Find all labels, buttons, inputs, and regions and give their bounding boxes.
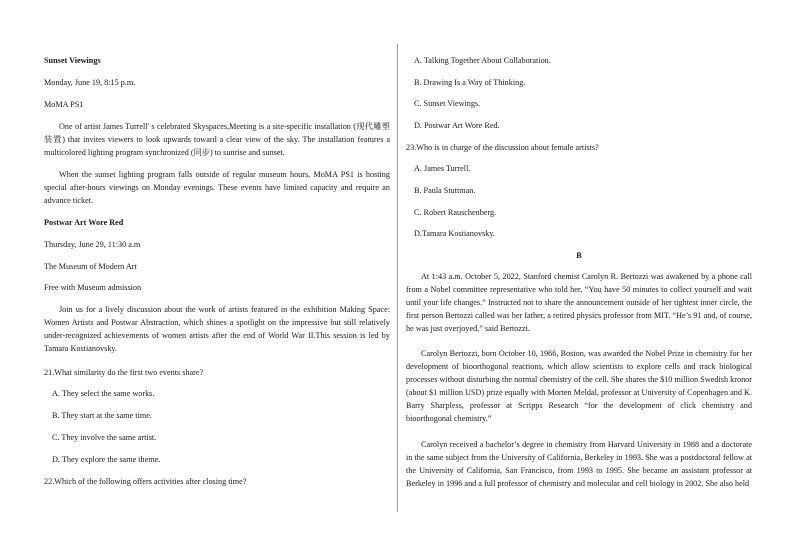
event2-title: Postwar Art Wore Red bbox=[44, 218, 124, 227]
event1-datetime: Monday, June 19, 8:15 p.m. bbox=[44, 78, 136, 87]
q22-option-c: C. Sunset Viewings. bbox=[414, 99, 481, 108]
q23-option-c: C. Robert Rauschenberg. bbox=[414, 208, 497, 217]
event2-datetime: Thursday, June 29, 11:30 a.m bbox=[44, 240, 141, 249]
section-b-paragraph-1: At 1:43 a.m. October 5, 2022, Stanford chemist Carolyn R. Bertozzi was awakened by a phone call from a Nobel committee representative who told her, “You have 50 minutes to collect yourself and wait until your life changes.” Instructed not to share the announcement outside of her tightest inner circle, the first person Bertozzi called was her father, a retired physics professor from MIT. “He’s 91 and, of course, he was just overjoyed,” said Bertozzi. bbox=[406, 272, 752, 333]
q23-option-b: B. Paula Stuttman. bbox=[414, 186, 476, 195]
section-b-heading: B bbox=[576, 251, 582, 260]
event2-admission: Free with Museum admission bbox=[44, 283, 142, 292]
q21-question: 21.What similarity do the first two events share? bbox=[44, 368, 204, 377]
q22-option-b: B. Drawing Is a Way of Thinking. bbox=[414, 78, 526, 87]
q23-option-d: D.Tamara Kostianovsky. bbox=[414, 229, 495, 238]
event1-description: One of artist James Turrell' s celebrated Skyspaces,Meeting is a site-specific installation (现代雕塑装置) that invites viewers to look upwards toward a clear view of the sky. The installation features a multicolored lighting program synchronized (同步) to sunrise and sunset. bbox=[44, 122, 390, 157]
column-divider bbox=[397, 44, 398, 512]
event1-schedule-note: When the sunset lighting program falls outside of regular museum hours, MoMA PS1 is hosting special after-hours viewings on Monday evenings. These events have limited capacity and require an advance ticket. bbox=[44, 170, 390, 205]
event2-description: Join us for a lively discussion about the work of artists featured in the exhibition Making Space: Women Artists and Postwar Abstraction, which shines a spotlight on the impressive but still relatively under-recognized achievements of women artists after the end of World War II.This session is led by Tamara Kostianovsky. bbox=[44, 305, 390, 353]
q23-option-a: A. James Turrell. bbox=[414, 164, 471, 173]
q22-question: 22.Which of the following offers activities after closing time? bbox=[44, 477, 247, 486]
section-b-paragraph-3: Carolyn received a bachelor’s degree in chemistry from Harvard University in 1988 and a doctorate in the same subject from the University of California, Berkeley in 1993. She was a postdoctoral fellow at the University of California, San Francisco, from 1993 to 1995. She became an assistant professor at Berkeley in 1996 and a full professor of chemistry and molecular and cell biology in 2002. She also held bbox=[406, 440, 752, 488]
q22-option-a: A. Talking Together About Collaboration. bbox=[414, 56, 551, 65]
q22-option-d: D. Postwar Art Wore Red. bbox=[414, 121, 500, 130]
q21-option-a: A. They select the same works. bbox=[52, 389, 155, 398]
q21-option-c: C. They involve the same artist. bbox=[52, 433, 157, 442]
q23-question: 23.Who is in charge of the discussion about female artists? bbox=[406, 143, 599, 152]
event1-title: Sunset Viewings bbox=[44, 56, 101, 65]
event1-venue: MoMA PS1 bbox=[44, 100, 84, 109]
event2-venue: The Museum of Modern Art bbox=[44, 262, 137, 271]
q21-option-b: B. They start at the same time. bbox=[52, 411, 152, 420]
section-b-paragraph-2: Carolyn Bertozzi, born October 10, 1966, Boston, was awarded the Nobel Prize in chemistry for her development of bioorthogonal reactions, which allow scientists to explore cells and track biological processes without disturbing the normal chemistry of the cell. She shares the $10 million Swedish kronor (about $1 million USD) prize equally with Morten Meldal, professor at University of Copenhagen and K. Barry Sharpless, professor at Scripps Research “for the development of click chemistry and bioorthogonal chemistry.” bbox=[406, 349, 752, 423]
q21-option-d: D. They explore the same theme. bbox=[52, 455, 161, 464]
